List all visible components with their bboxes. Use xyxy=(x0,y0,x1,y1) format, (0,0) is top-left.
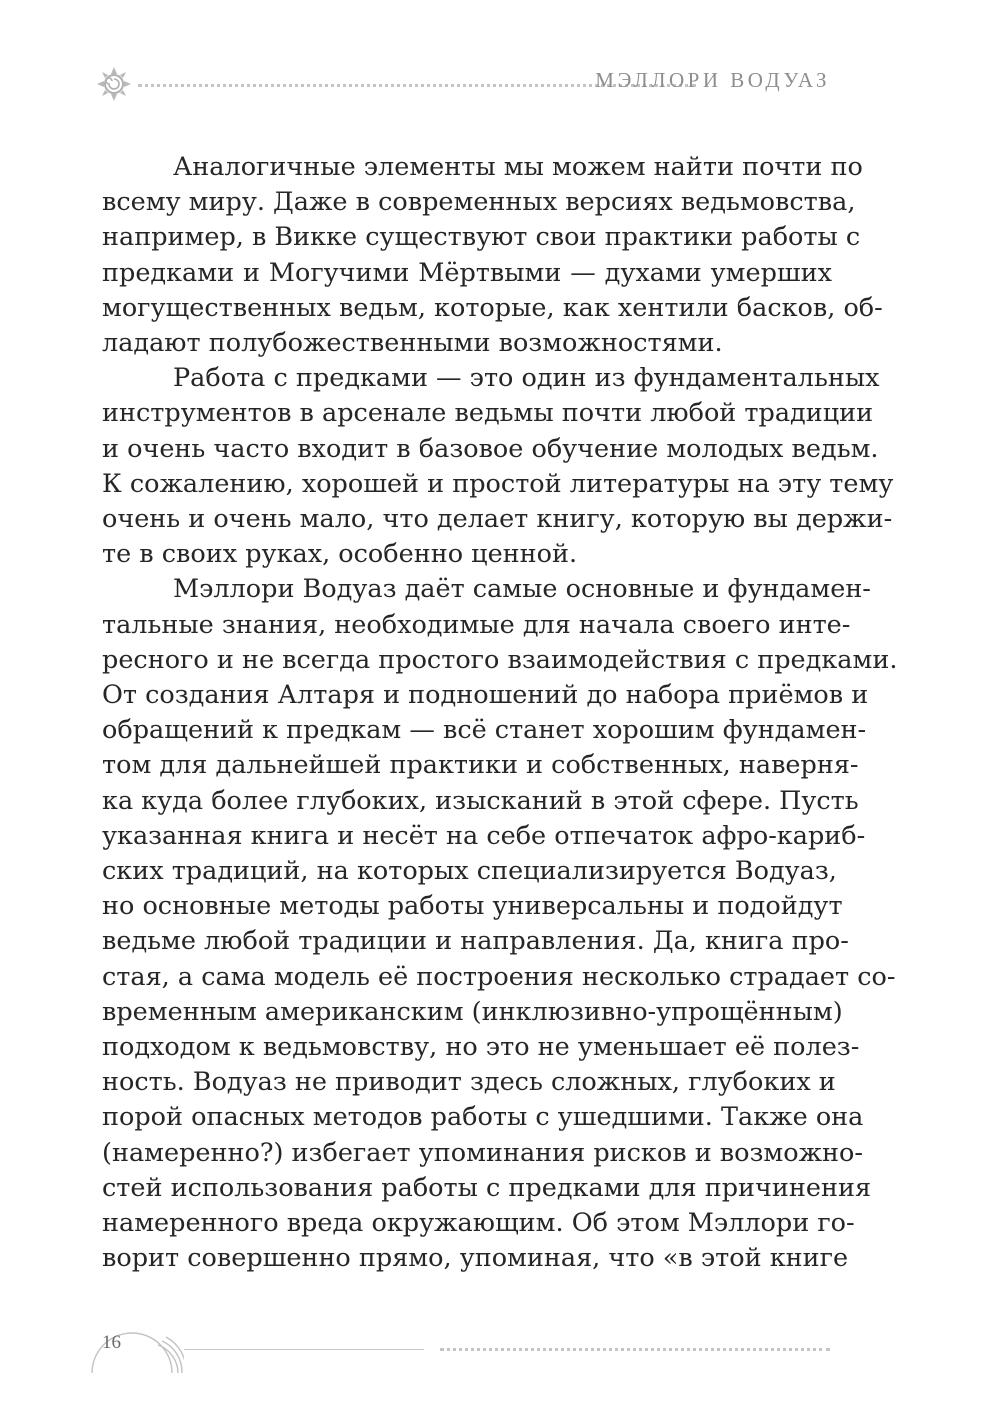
text-line: ка куда более глубоких, изысканий в этой сфере. Пусть xyxy=(102,785,859,816)
text-line: От создания Алтаря и подношений до набора приёмов и xyxy=(102,680,869,711)
text-line: те в своих руках, особенно ценной. xyxy=(102,539,578,570)
text-line: ресного и не всегда простого взаимодействия с предками. xyxy=(102,644,898,675)
text-line: Работа с предками — это один из фундаментальных xyxy=(173,363,880,394)
footer-dotted-rule xyxy=(440,1348,830,1351)
text-line: но основные методы работы универсальны и подойдут xyxy=(102,891,843,922)
sun-swirl-icon xyxy=(96,66,132,102)
body-text xyxy=(102,150,898,1277)
text-line: обращений к предкам — всё станет хорошим фундамен- xyxy=(102,715,867,746)
text-line: указанная книга и несёт на себе отпечаток афро-кариб- xyxy=(102,820,866,851)
paragraph xyxy=(102,150,883,361)
text-line: ворит совершенно прямо, упоминая, что «в этой книге xyxy=(102,1243,849,1274)
running-title: МЭЛЛОРИ ВОДУАЗ xyxy=(595,68,830,92)
paragraph xyxy=(102,572,898,1276)
text-line: ладают полубожественными возможностями. xyxy=(102,328,723,359)
text-line: том для дальнейшей практики и собственных, наверня- xyxy=(102,750,859,781)
text-line: Аналогичные элементы мы можем найти почти по xyxy=(173,152,863,182)
running-header xyxy=(96,62,836,102)
text-line: инструментов в арсенале ведьмы почти любой традиции xyxy=(102,398,874,429)
text-line: ских традиций, на которых специализируется Водуаз, xyxy=(102,856,837,887)
text-line: всему миру. Даже в современных версиях ведьмовства, xyxy=(102,187,856,218)
footer-rule xyxy=(184,1349,424,1350)
text-line: ведьме любой традиции и направления. Да, книга про- xyxy=(102,926,849,957)
text-line: Мэллори Водуаз даёт самые основные и фундамен- xyxy=(173,574,871,605)
text-line: очень и очень мало, что делает книгу, которую вы держи- xyxy=(102,504,893,535)
text-line: стая, а сама модель её построения несколько страдает со- xyxy=(102,961,896,992)
text-line: стей использования работы с предками для причинения xyxy=(102,1172,872,1203)
text-line: предками и Могучими Мёртвыми — духами умерших xyxy=(102,257,832,288)
text-line: К сожалению, хорошей и простой литературы на эту тему xyxy=(102,468,894,499)
folio xyxy=(88,1315,848,1375)
text-line: порой опасных методов работы с ушедшими. Также она xyxy=(102,1102,864,1133)
text-line: подходом к ведьмовству, но это не уменьшает её полез- xyxy=(102,1032,860,1063)
paragraph xyxy=(102,361,894,572)
text-line: (намеренно?) избегает упоминания рисков и возможно- xyxy=(102,1137,864,1168)
text-line: и очень часто входит в базовое обучение молодых ведьм. xyxy=(102,433,879,464)
page-number: 16 xyxy=(102,1332,121,1353)
text-line: временным американским (инклюзивно-упрощённым) xyxy=(102,996,843,1027)
text-line: тальные знания, необходимые для начала своего инте- xyxy=(102,609,851,640)
text-line: ность. Водуаз не приводит здесь сложных, глубоких и xyxy=(102,1067,836,1098)
text-line: могущественных ведьм, которые, как хентили басков, об- xyxy=(102,292,883,323)
text-line: например, в Викке существуют свои практики работы с xyxy=(102,222,861,253)
text-line: намеренного вреда окружающим. Об этом Мэллори го- xyxy=(102,1208,855,1239)
